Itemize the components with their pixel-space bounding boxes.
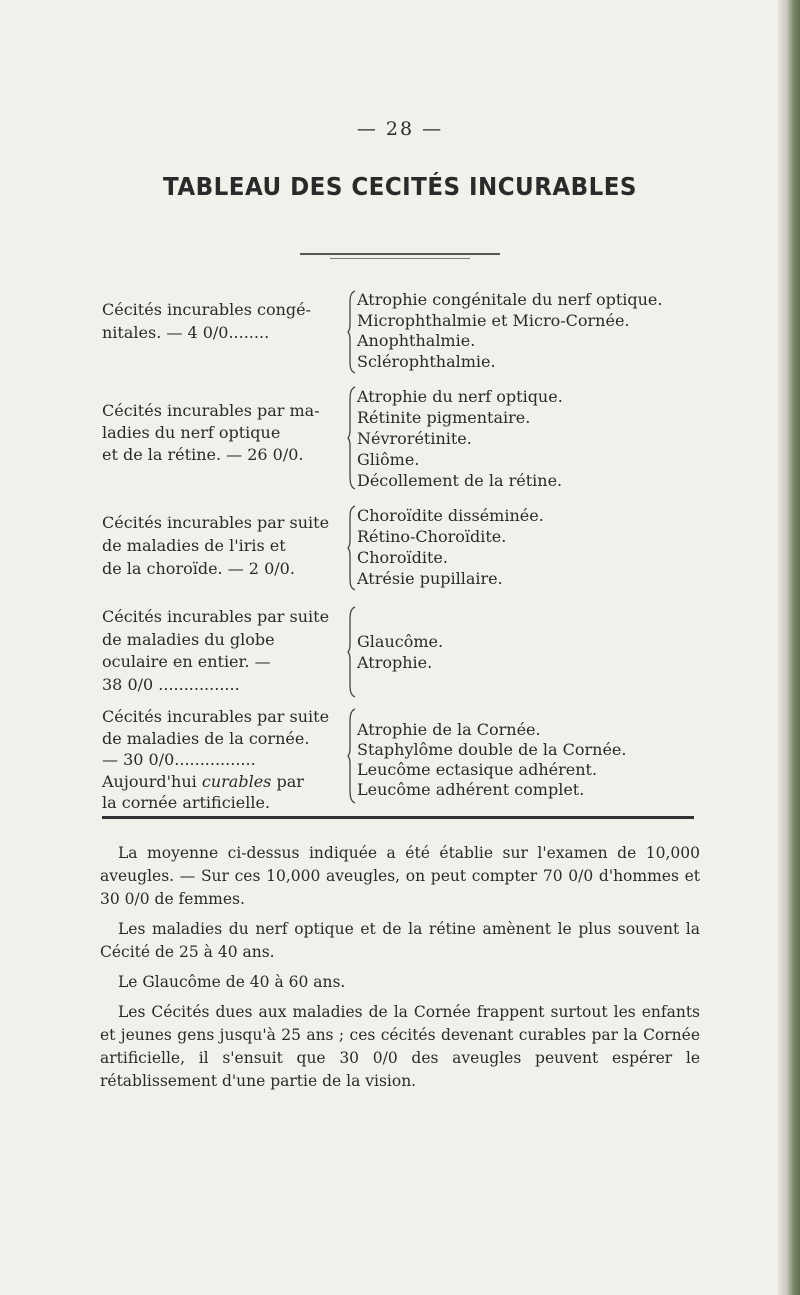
- paragraph: Les Cécités dues aux maladies de la Cornée frappent surtout les enfants et jeunes gens jusqu'à 25 ans ; ces cécités devenant curables par la Cornée artificielle, il s'ensuit que 30 0/0 des aveugles peuvent espérer le rétablissement d'une partie de la vision.: [100, 1003, 700, 1090]
- category-label: Cécités incurables par suite de maladies de l'iris et de la choroïde. — 2 0/0.: [102, 513, 330, 578]
- table-bottom-rule: [102, 816, 694, 819]
- brace-icon: [347, 386, 357, 490]
- brace-icon: [347, 505, 357, 591]
- category-label: Cécités incurables par ma- ladies du nerf optique et de la rétine. — 26 0/0.: [102, 401, 320, 464]
- disease-list: Atrophie congénitale du nerf optique. Microphthalmie et Micro-Cornée. Anophthalmie. Sclérophthalmie.: [357, 290, 663, 371]
- category-label: Cécités incurables par suite de maladies du globe oculaire en entier. — 38 0/0 ................: [102, 607, 330, 694]
- page-number: — 28 —: [356, 118, 444, 140]
- title-rule: [300, 253, 500, 255]
- page-title: TABLEAU DES CECITÉS INCURABLES: [163, 172, 637, 201]
- paragraph: Le Glaucôme de 40 à 60 ans.: [118, 973, 346, 991]
- table-row: [0, 505, 800, 595]
- brace-icon: [347, 708, 357, 804]
- brace-icon: [347, 290, 357, 374]
- disease-list: Atrophie de la Cornée. Staphylôme double de la Cornée. Leucôme ectasique adhérent. Leucôme adhérent complet.: [357, 720, 627, 799]
- disease-list: Choroïdite disséminée. Rétino-Choroïdite. Choroïdite. Atrésie pupillaire.: [357, 506, 544, 588]
- table-row: [0, 288, 800, 378]
- title-rule: [330, 258, 470, 259]
- table-row: [0, 386, 800, 496]
- disease-list: Atrophie du nerf optique. Rétinite pigmentaire. Névrorétinite. Gliôme. Décollement de la rétine.: [357, 387, 563, 490]
- paragraph: La moyenne ci-dessus indiquée a été établie sur l'examen de 10,000 aveugles. — Sur ces 10,000 aveugles, on peut compter 70 0/0 d'hommes et 30 0/0 de femmes.: [100, 844, 700, 908]
- table-row: [0, 603, 800, 703]
- brace-icon: [347, 606, 357, 698]
- disease-list: Glaucôme. Atrophie.: [357, 632, 444, 672]
- category-label: Cécités incurables par suite de maladies de la cornée. — 30 0/0................ Aujourd'hui curables par la cornée artificielle.: [102, 707, 330, 812]
- table-row: [0, 706, 800, 812]
- category-label: Cécités incurables congé- nitales. — 4 0/0........: [102, 300, 311, 342]
- paragraph: Les maladies du nerf optique et de la rétine amènent le plus souvent la Cécité de 25 à 40 ans.: [100, 920, 700, 961]
